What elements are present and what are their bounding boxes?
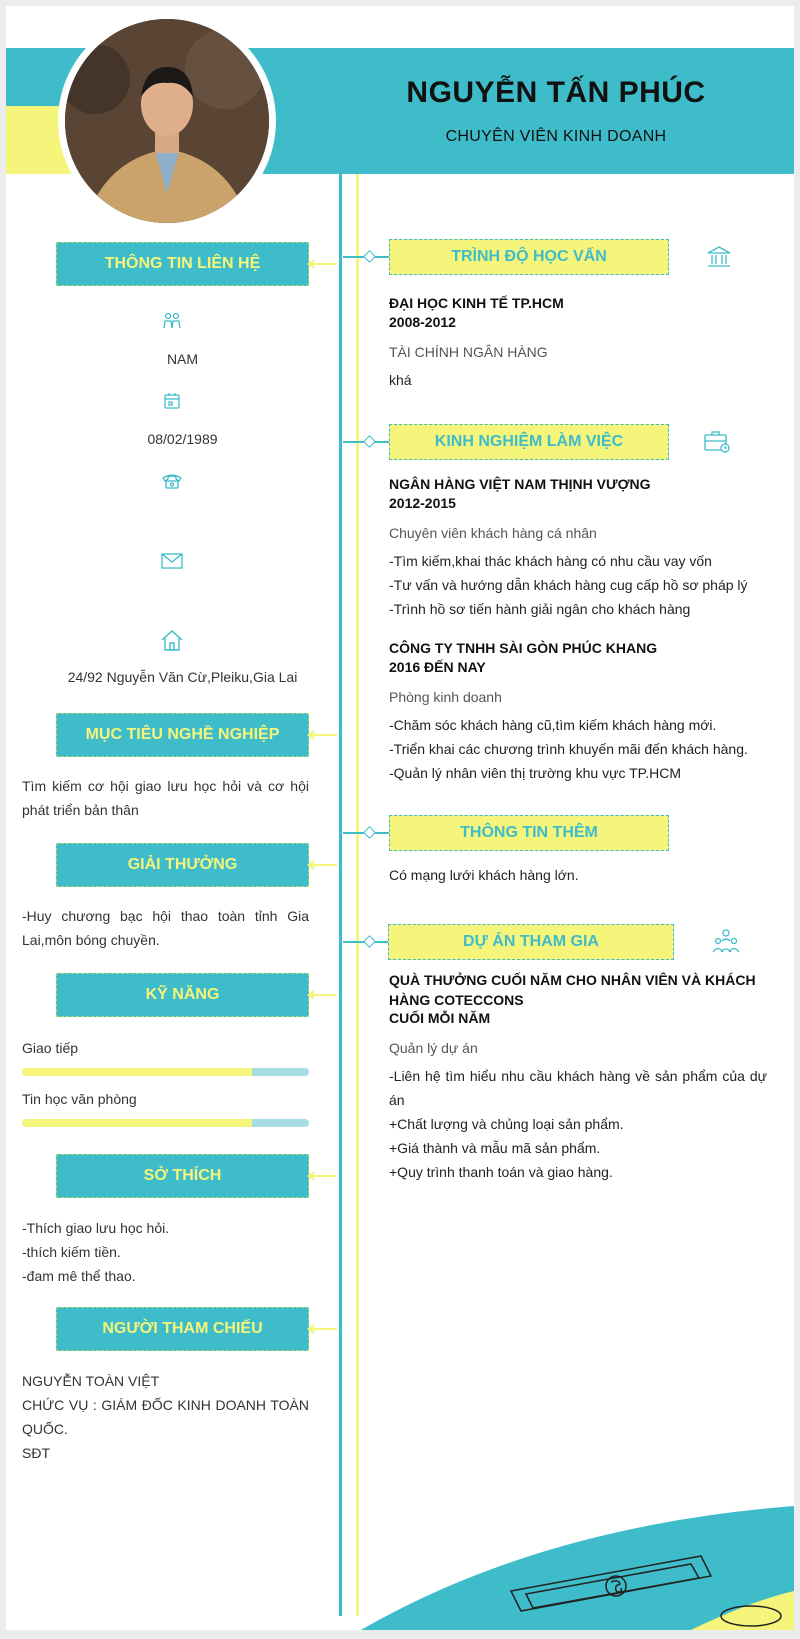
awards-text: -Huy chương bạc hội thao toàn tỉnh Gia Lai,môn bóng chuyền. (22, 908, 309, 948)
hobby-item: -thích kiếm tiền. (22, 1244, 121, 1260)
avatar (58, 12, 276, 230)
footer-decoration (361, 1506, 794, 1630)
job-task: -Quản lý nhân viên thị trường khu vực TP.HCM (389, 765, 681, 781)
section-connector (309, 1175, 337, 1177)
section-heading-contact: THÔNG TIN LIÊN HỆ (56, 242, 309, 286)
section-connector (343, 256, 389, 258)
contact-gender: NAM (166, 351, 199, 367)
skill-bar (22, 1119, 309, 1127)
phone-icon (160, 472, 184, 494)
job-task: -Tư vấn và hướng dẫn khách hàng cug cấp hồ sơ pháp lý (389, 577, 748, 593)
profile-photo (65, 19, 269, 223)
project-line: -Liên hệ tìm hiểu nhu cầu khách hàng về sản phẩm của dự án (389, 1068, 767, 1108)
job-task: -Trình hồ sơ tiến hành giải ngân cho khách hàng (389, 601, 691, 617)
section-heading-experience: KINH NGHIỆM LÀM VIỆC (389, 424, 669, 460)
objective-text: Tìm kiếm cơ hội giao lưu học hỏi và cơ hội phát triển bản thân (22, 778, 309, 818)
candidate-name: NGUYỄN TẤN PHÚC (406, 76, 706, 109)
hobby-item: -đam mê thể thao. (22, 1268, 136, 1284)
contact-address: 24/92 Nguyễn Văn Cừ,Pleiku,Gia Lai (67, 669, 298, 685)
skill-bar-fill (22, 1068, 252, 1076)
job-task: -Triển khai các chương trình khuyến mãi đến khách hàng. (389, 741, 748, 757)
job-role: Chuyên viên khách hàng cá nhân (389, 525, 597, 541)
people-icon (161, 311, 183, 335)
section-heading-references: NGƯỜI THAM CHIẾU (56, 1307, 309, 1351)
education-period: 2008-2012 (389, 314, 456, 330)
job-period: 2012-2015 (389, 495, 456, 511)
contact-birthdate: 08/02/1989 (147, 431, 218, 447)
calendar-icon (162, 392, 182, 414)
project-line: +Giá thành và mẫu mã sản phẩm. (389, 1140, 601, 1156)
job-task: -Tìm kiếm,khai thác khách hàng có nhu cầu vay vốn (389, 553, 712, 569)
section-heading-skills: KỸ NĂNG (56, 973, 309, 1017)
section-heading-objective: MỤC TIÊU NGHỀ NGHIỆP (56, 713, 309, 757)
section-connector (309, 734, 337, 736)
hobbies-list (22, 1216, 309, 1288)
profile-photo-illustration (65, 19, 269, 223)
section-heading-education: TRÌNH ĐỘ HỌC VẤN (389, 239, 669, 275)
project-role: Quản lý dự án (389, 1040, 478, 1056)
reference-phone-label: SĐT (22, 1445, 50, 1461)
briefcase-icon (703, 428, 729, 454)
section-heading-projects: DỰ ÁN THAM GIA (388, 924, 674, 960)
reference-position: CHỨC VỤ : GIÁM ĐỐC KINH DOANH TOÀN QUỐC. (22, 1397, 309, 1437)
contact-phone (26, 513, 339, 527)
job-company: CÔNG TY TNHH SÀI GÒN PHÚC KHANG (389, 640, 658, 656)
project-line: +Quy trình thanh toán và giao hàng. (389, 1164, 613, 1180)
section-connector (309, 994, 337, 996)
skill-label: Giao tiếp (22, 1040, 79, 1056)
job-role: Phòng kinh doanh (389, 689, 502, 705)
contact-email (26, 594, 339, 608)
team-icon (711, 928, 741, 954)
resume-page (6, 6, 794, 1630)
skill-bar-fill (22, 1119, 252, 1127)
skill-label: Tin học văn phòng (22, 1091, 137, 1107)
references-block (22, 1369, 309, 1465)
job-company: NGÂN HÀNG VIỆT NAM THỊNH VƯỢNG (389, 476, 651, 492)
reference-name: NGUYỄN TOÀN VIỆT (22, 1373, 160, 1389)
timeline-line-teal (339, 174, 342, 1616)
section-connector (309, 1328, 337, 1330)
section-heading-hobbies: SỞ THÍCH (56, 1154, 309, 1198)
skill-bar (22, 1068, 309, 1076)
job-task: -Chăm sóc khách hàng cũ,tìm kiếm khách hàng mới. (389, 717, 717, 733)
home-icon (159, 628, 185, 656)
section-connector (309, 864, 337, 866)
bank-icon (706, 244, 732, 270)
education-school: ĐẠI HỌC KINH TẾ TP.HCM (389, 295, 564, 311)
additional-text: Có mạng lưới khách hàng lớn. (389, 867, 579, 883)
envelope-icon (159, 552, 185, 574)
candidate-job-title: CHUYÊN VIÊN KINH DOANH (445, 128, 667, 145)
hobby-item: -Thích giao lưu học hỏi. (22, 1220, 170, 1236)
section-connector (343, 441, 389, 443)
section-heading-awards: GIẢI THƯỞNG (56, 843, 309, 887)
section-connector (343, 941, 389, 943)
section-connector (309, 263, 337, 265)
education-grade: khá (389, 372, 412, 388)
timeline-line-yellow (356, 174, 359, 1616)
section-connector (343, 832, 389, 834)
project-title: QUÀ THƯỞNG CUỐI NĂM CHO NHÂN VIÊN VÀ KHÁCH HÀNG COTECCONS (389, 972, 756, 1008)
section-heading-additional: THÔNG TIN THÊM (389, 815, 669, 851)
job-period: 2016 ĐẾN NAY (389, 659, 486, 675)
project-line: +Chất lượng và chủng loại sản phẩm. (389, 1116, 624, 1132)
education-major: TÀI CHÍNH NGÂN HÀNG (389, 344, 548, 360)
project-period: CUỐI MỖI NĂM (389, 1010, 491, 1026)
